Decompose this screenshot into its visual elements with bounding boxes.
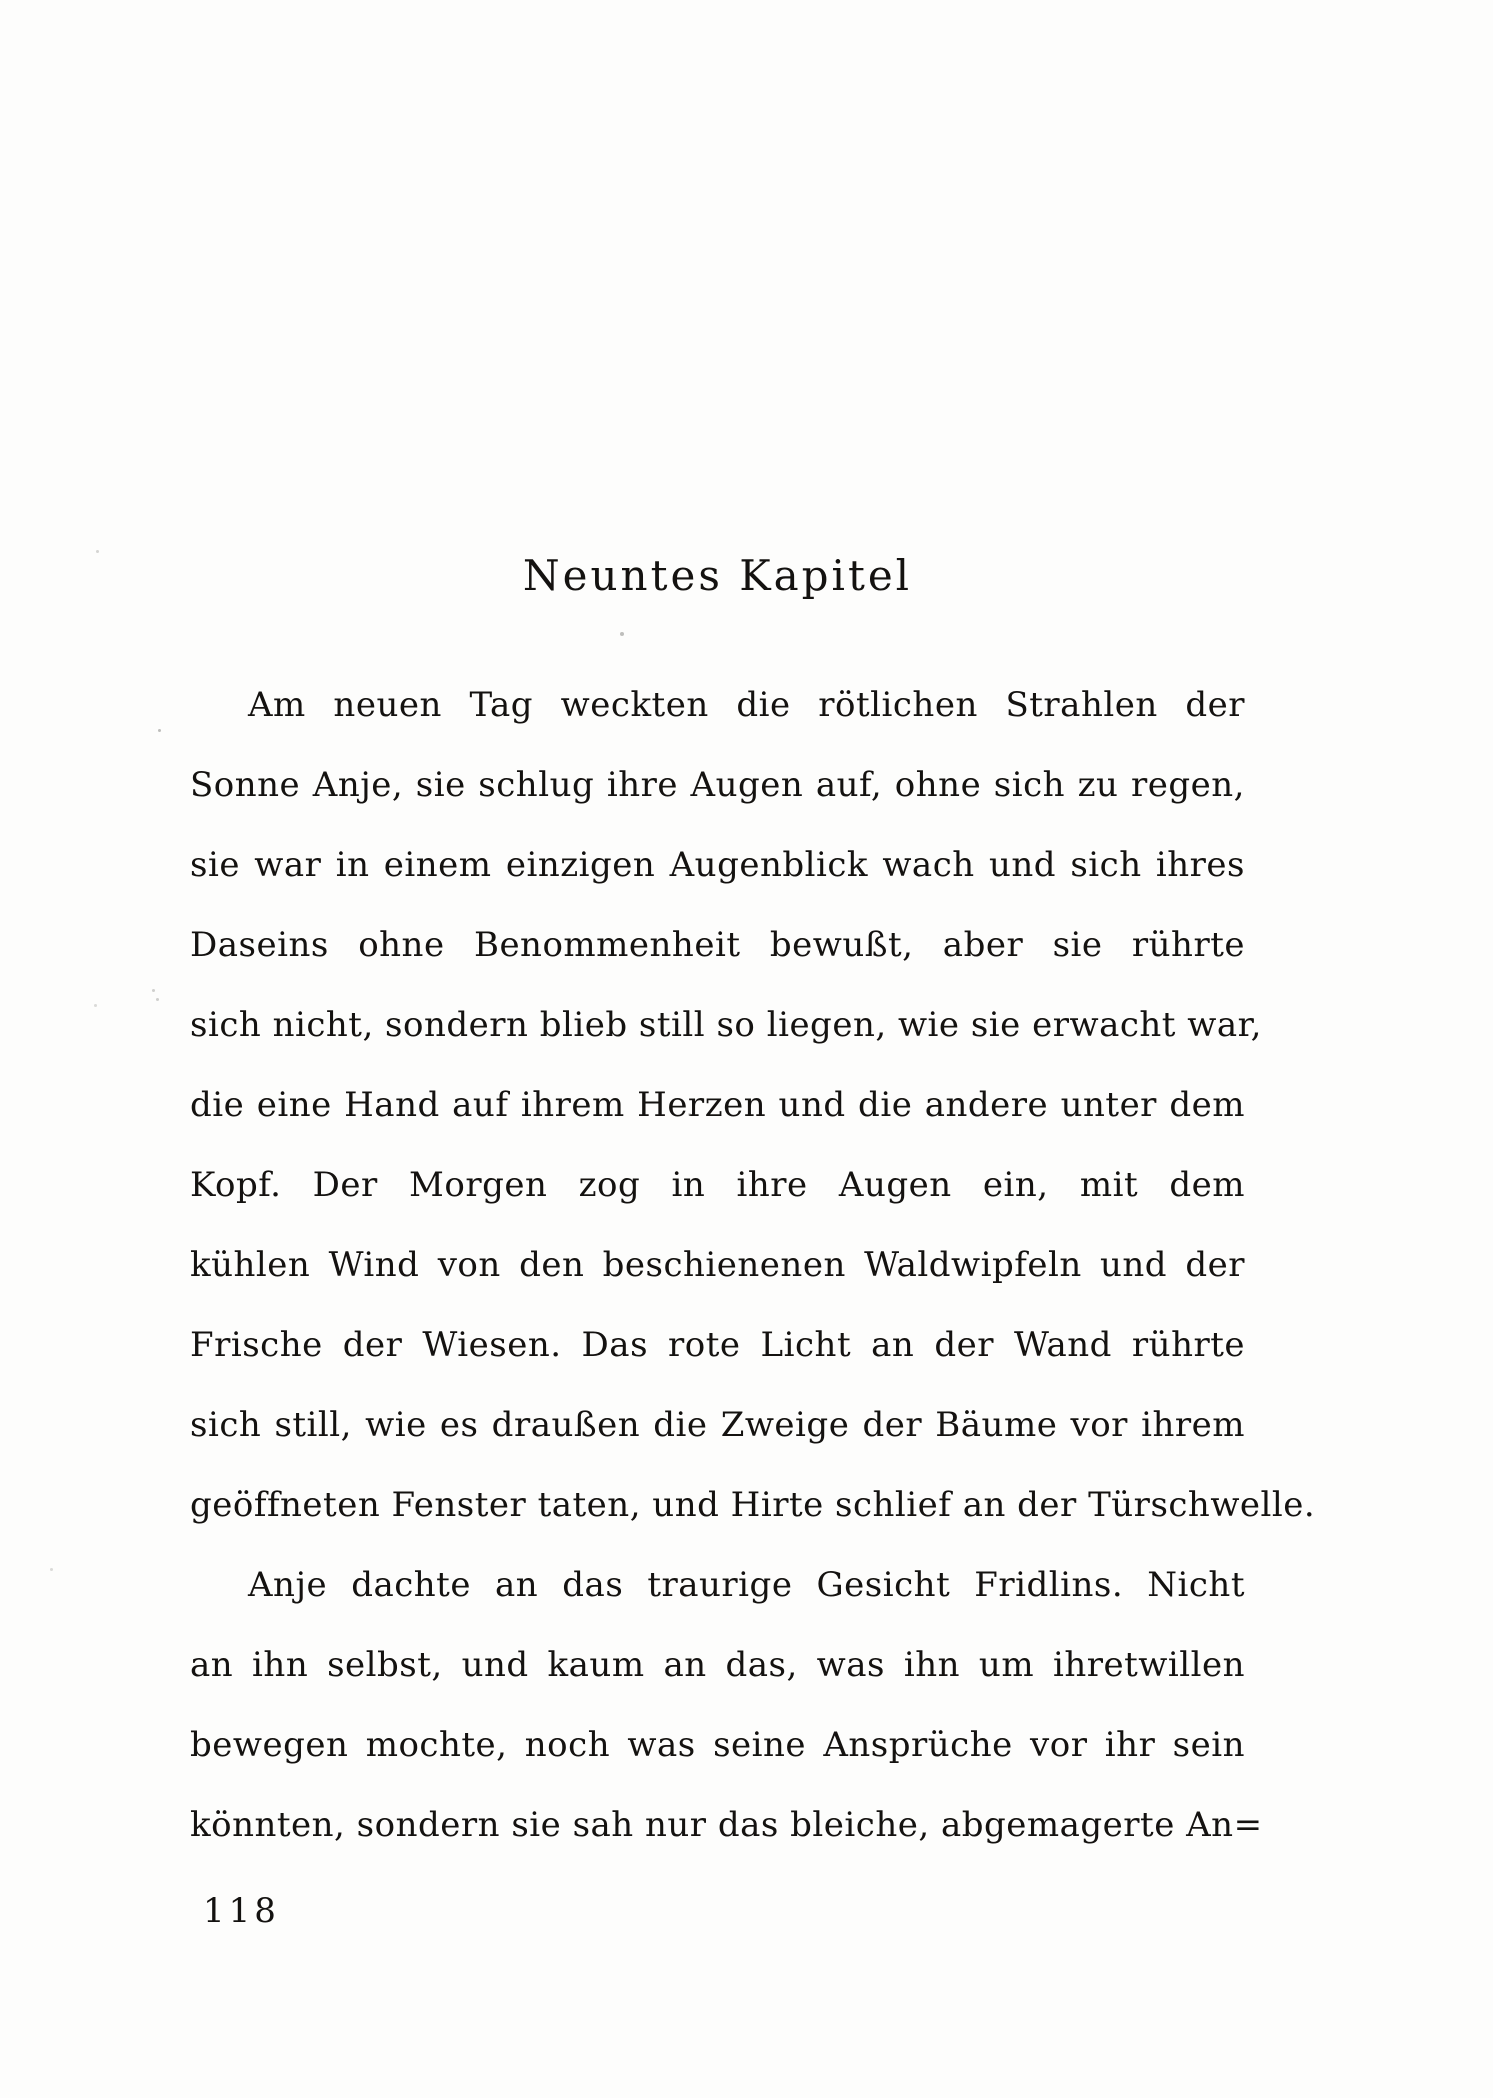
- text-line: an ihn selbst, und kaum an das, was ihn um ihretwillen: [190, 1645, 1245, 1685]
- text-line: Anje dachte an das traurige Gesicht Fridlins. Nicht: [248, 1565, 1245, 1605]
- text-line: kühlen Wind von den beschienenen Waldwipfeln und der: [190, 1245, 1245, 1285]
- scan-speck: [688, 1113, 691, 1116]
- text-line: sich nicht, sondern blieb still so liegen, wie sie erwacht war,: [190, 1005, 1262, 1045]
- text-line: könnten, sondern sie sah nur das bleiche, abgemagerte An=: [190, 1805, 1263, 1845]
- scan-speck: [152, 989, 155, 992]
- text-line: bewegen mochte, noch was seine Ansprüche vor ihr sein: [190, 1725, 1245, 1765]
- chapter-heading: Neuntes Kapitel: [522, 551, 913, 600]
- text-line: Kopf. Der Morgen zog in ihre Augen ein, mit dem: [190, 1165, 1245, 1205]
- text-line: sie war in einem einzigen Augenblick wach und sich ihres: [190, 845, 1245, 885]
- paragraph-2: [190, 1545, 1263, 1865]
- scan-speck: [156, 998, 159, 1001]
- page-text: [190, 665, 1316, 1865]
- text-line: geöffneten Fenster taten, und Hirte schlief an der Türschwelle.: [190, 1485, 1316, 1525]
- text-line: die eine Hand auf ihrem Herzen und die andere unter dem: [190, 1085, 1245, 1125]
- scan-speck: [158, 729, 161, 732]
- page-number: 118: [203, 1891, 280, 1931]
- paragraph-1: [190, 665, 1316, 1545]
- text-line: Daseins ohne Benommenheit bewußt, aber sie rührte: [190, 925, 1245, 965]
- text-line: Sonne Anje, sie schlug ihre Augen auf, ohne sich zu regen,: [190, 765, 1245, 805]
- scan-speck: [94, 1004, 97, 1007]
- text-line: Frische der Wiesen. Das rote Licht an der Wand rührte: [190, 1325, 1245, 1365]
- scan-speck: [96, 550, 99, 553]
- text-line: sich still, wie es draußen die Zweige der Bäume vor ihrem: [190, 1405, 1245, 1445]
- scan-speck: [50, 1568, 53, 1571]
- text-line: Am neuen Tag weckten die rötlichen Strahlen der: [248, 685, 1245, 725]
- scan-speck: [620, 632, 624, 636]
